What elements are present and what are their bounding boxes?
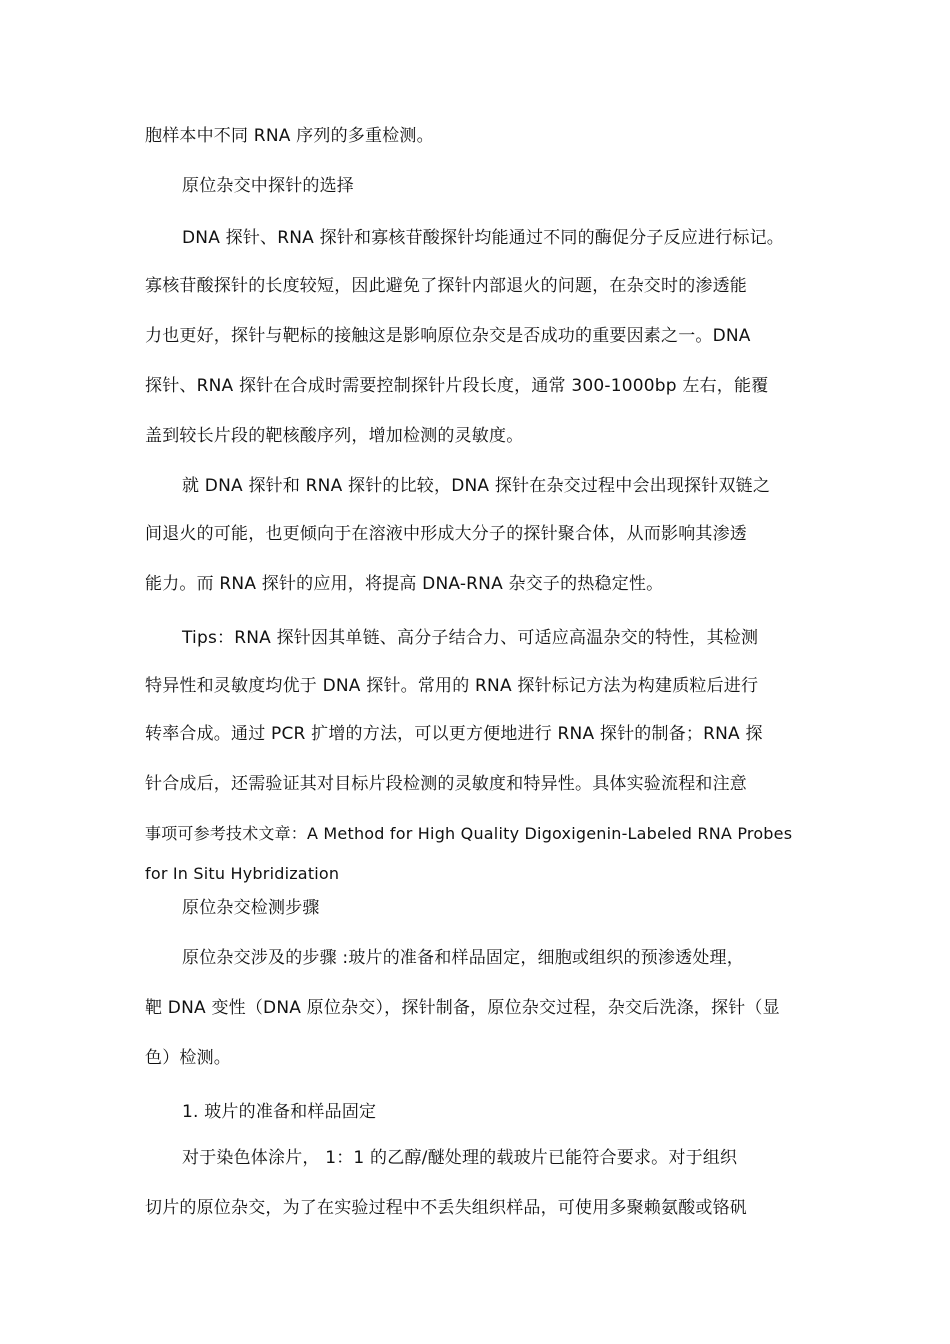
- tips-line-5: 事项可参考技术文章：A Method for High Quality Digoxigenin-Labeled RNA Probes: [145, 824, 793, 843]
- numbered-heading-1: 1. 玻片的准备和样品固定: [182, 1102, 377, 1122]
- paragraph-line-6: 探针、RNA 探针在合成时需要控制探针片段长度，通常 300-1000bp 左右，能覆: [145, 376, 769, 396]
- paragraph-line-3: DNA 探针、RNA 探针和寡核苷酸探针均能通过不同的酶促分子反应进行标记。: [182, 228, 785, 248]
- section-heading-probe-selection: 原位杂交中探针的选择: [182, 176, 354, 196]
- steps-line-3: 色）检测。: [145, 1048, 231, 1068]
- tips-line-4: 针合成后，还需验证其对目标片段检测的灵敏度和特异性。具体实验流程和注意: [145, 774, 747, 794]
- slide-prep-line-2: 切片的原位杂交，为了在实验过程中不丢失组织样品，可使用多聚赖氨酸或铬矾: [145, 1198, 747, 1218]
- tips-line-3: 转率合成。通过 PCR 扩增的方法，可以更方便地进行 RNA 探针的制备；RNA 探: [145, 724, 763, 744]
- paragraph-line-7: 盖到较长片段的靶核酸序列，增加检测的灵敏度。: [145, 426, 524, 446]
- section-heading-detection-steps: 原位杂交检测步骤: [182, 898, 320, 918]
- steps-line-1: 原位杂交涉及的步骤 :玻片的准备和样品固定，细胞或组织的预渗透处理，: [182, 948, 744, 968]
- paragraph-line-5: 力也更好，探针与靶标的接触这是影响原位杂交是否成功的重要因素之一。DNA: [145, 326, 751, 346]
- paragraph-line-4: 寡核苷酸探针的长度较短，因此避免了探针内部退火的问题，在杂交时的渗透能: [145, 276, 747, 296]
- slide-prep-line-1: 对于染色体涂片， 1：1 的乙醇/醚处理的载玻片已能符合要求。对于组织: [182, 1148, 738, 1168]
- tips-line-1: Tips：RNA 探针因其单链、高分子结合力、可适应高温杂交的特性，其检测: [182, 628, 759, 648]
- paragraph-line-1: 胞样本中不同 RNA 序列的多重检测。: [145, 126, 434, 146]
- paragraph-line-8: 就 DNA 探针和 RNA 探针的比较，DNA 探针在杂交过程中会出现探针双链之: [182, 476, 771, 496]
- paragraph-line-10: 能力。而 RNA 探针的应用，将提高 DNA-RNA 杂交子的热稳定性。: [145, 574, 664, 594]
- paragraph-line-9: 间退火的可能，也更倾向于在溶液中形成大分子的探针聚合体，从而影响其渗透: [145, 524, 747, 544]
- tips-line-2: 特异性和灵敏度均优于 DNA 探针。常用的 RNA 探针标记方法为构建质粒后进行: [145, 676, 759, 696]
- steps-line-2: 靶 DNA 变性（DNA 原位杂交），探针制备，原位杂交过程，杂交后洗涤，探针（显: [145, 998, 780, 1018]
- tips-line-6: for In Situ Hybridization: [145, 864, 340, 883]
